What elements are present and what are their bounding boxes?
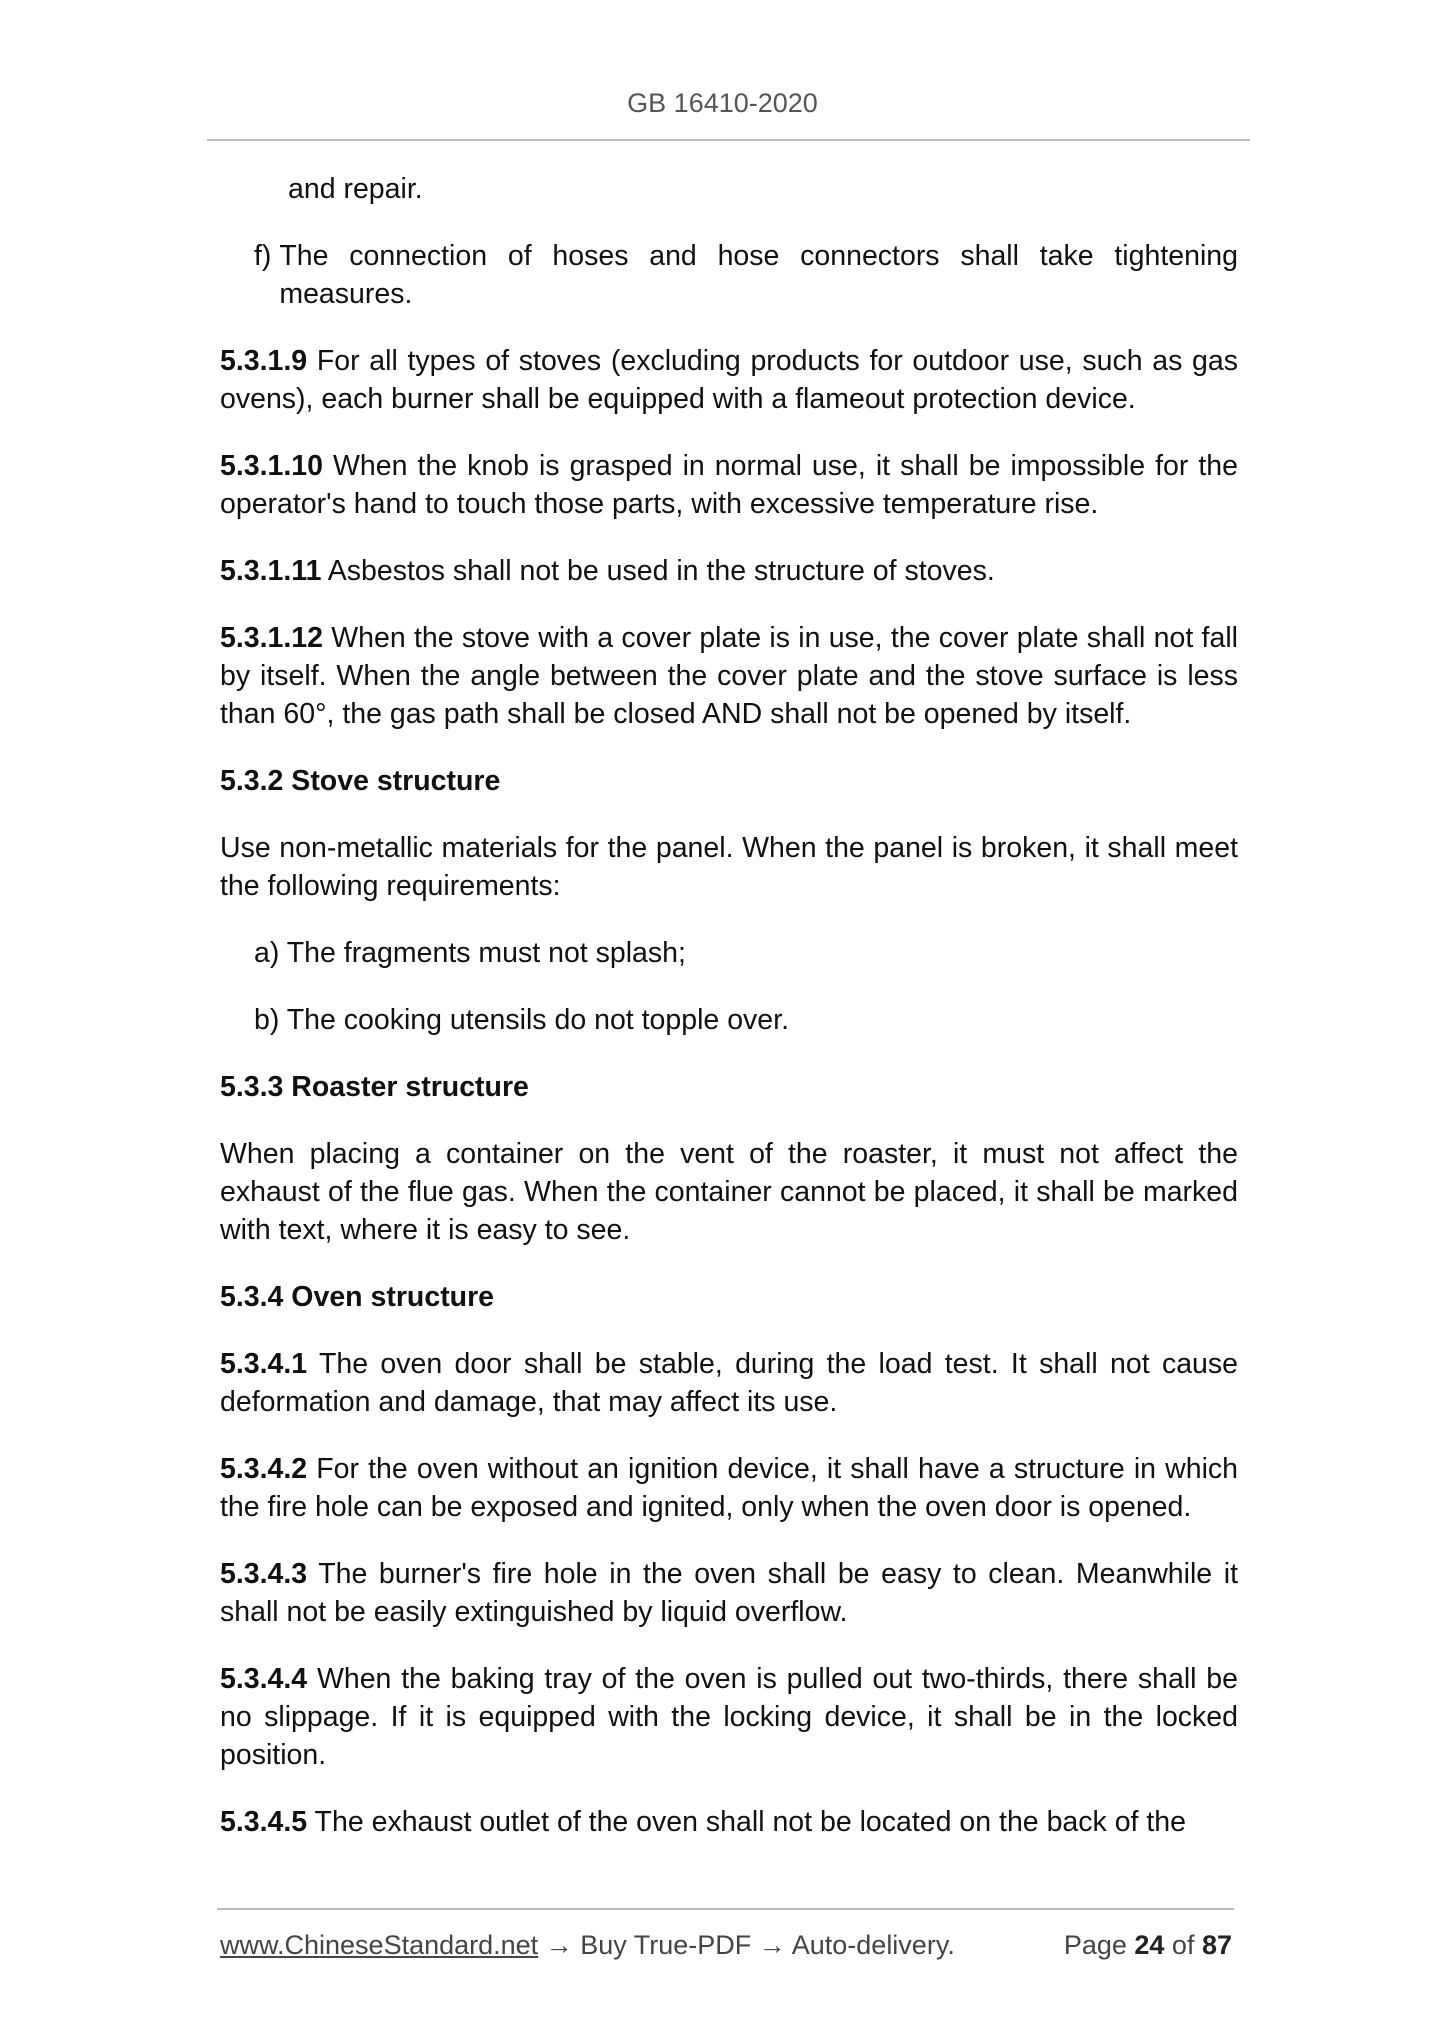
of-label: of — [1164, 1930, 1202, 1960]
clause-5-3-1-9 — [220, 342, 1238, 418]
page-indicator — [1064, 1930, 1232, 1961]
clause-number: 5.3.4.3 — [220, 1558, 308, 1590]
clause-text: The oven door shall be stable, during the load test. It shall not cause deformation and damage, that may affect its use. — [220, 1348, 1238, 1418]
clause-5-3-4-4 — [220, 1660, 1238, 1774]
clause-text: The burner's fire hole in the oven shall be easy to clean. Meanwhile it shall not be easily extinguished by liquid overflow. — [220, 1558, 1238, 1628]
clause-5-3-1-11 — [220, 552, 1238, 590]
heading-text: 5.3.2 Stove structure — [220, 765, 501, 797]
paragraph-5-3-2: Use non-metallic materials for the panel. When the panel is broken, it shall meet the following requirements: — [220, 832, 1238, 902]
clause-5-3-4-1 — [220, 1345, 1238, 1421]
list-item-label: f) — [254, 240, 280, 272]
clause-number: 5.3.1.9 — [220, 345, 308, 377]
clause-5-3-1-12 — [220, 619, 1238, 733]
clause-text: When the knob is grasped in normal use, it shall be impossible for the operator's hand to touch those parts, with excessive temperature rise. — [220, 450, 1238, 520]
clause-5-3-4-2 — [220, 1450, 1238, 1526]
header-divider — [207, 139, 1250, 141]
clause-number: 5.3.4.1 — [220, 1348, 308, 1380]
clause-text: For all types of stoves (excluding products for outdoor use, such as gas ovens), each burner shall be equipped with a flameout protection device. — [220, 345, 1238, 415]
heading-text: 5.3.4 Oven structure — [220, 1281, 495, 1313]
promo-text: → Buy True-PDF → Auto-delivery. — [538, 1930, 955, 1960]
section-heading-5-3-2 — [220, 762, 1238, 800]
clause-5-3-1-10 — [220, 447, 1238, 523]
page-number: 24 — [1134, 1930, 1165, 1960]
list-item-b: b) The cooking utensils do not topple over. — [254, 1004, 789, 1036]
clause-text: For the oven without an ignition device, it shall have a structure in which the fire hole can be exposed and ignited, only when the oven door is opened. — [220, 1453, 1238, 1523]
clause-number: 5.3.1.10 — [220, 450, 324, 482]
page-footer — [220, 1930, 1232, 1961]
continued-text: and repair. — [288, 173, 423, 205]
heading-text: 5.3.3 Roaster structure — [220, 1071, 529, 1103]
website-link[interactable]: www.ChineseStandard.net — [220, 1930, 539, 1960]
clause-5-3-4-3 — [220, 1555, 1238, 1631]
paragraph-5-3-3: When placing a container on the vent of the roaster, it must not affect the exhaust of the flue gas. When the container cannot be placed, it shall be marked with text, where it is easy to see. — [220, 1138, 1238, 1246]
clause-number: 5.3.4.5 — [220, 1806, 308, 1838]
footer-divider — [217, 1908, 1234, 1910]
page-total: 87 — [1201, 1930, 1232, 1960]
list-item-text: The connection of hoses and hose connectors shall take tightening measures. — [279, 240, 1238, 310]
clause-number: 5.3.4.2 — [220, 1453, 308, 1485]
clause-text: When the stove with a cover plate is in use, the cover plate shall not fall by itself. When the angle between the cover plate and the stove surface is less than 60°, the gas path shall be closed AND shall not be opened by itself. — [220, 622, 1238, 730]
page-content — [220, 170, 1238, 1870]
document-header — [0, 88, 1445, 119]
clause-number: 5.3.1.12 — [220, 622, 324, 654]
list-item-a: a) The fragments must not splash; — [254, 937, 686, 969]
clause-number: 5.3.1.11 — [220, 555, 322, 587]
section-heading-5-3-3 — [220, 1068, 1238, 1106]
clause-text: When the baking tray of the oven is pulled out two-thirds, there shall be no slippage. If it is equipped with the locking device, it shall be in the locked position. — [220, 1663, 1238, 1771]
clause-5-3-4-5 — [220, 1803, 1238, 1841]
footer-left — [220, 1930, 955, 1961]
clause-text: Asbestos shall not be used in the structure of stoves. — [321, 555, 995, 587]
clause-number: 5.3.4.4 — [220, 1663, 308, 1695]
section-heading-5-3-4 — [220, 1278, 1238, 1316]
clause-text: The exhaust outlet of the oven shall not be located on the back of the — [307, 1806, 1186, 1838]
list-item-f — [220, 237, 1238, 313]
page-label: Page — [1063, 1930, 1135, 1960]
document-id: GB 16410-2020 — [627, 88, 818, 118]
